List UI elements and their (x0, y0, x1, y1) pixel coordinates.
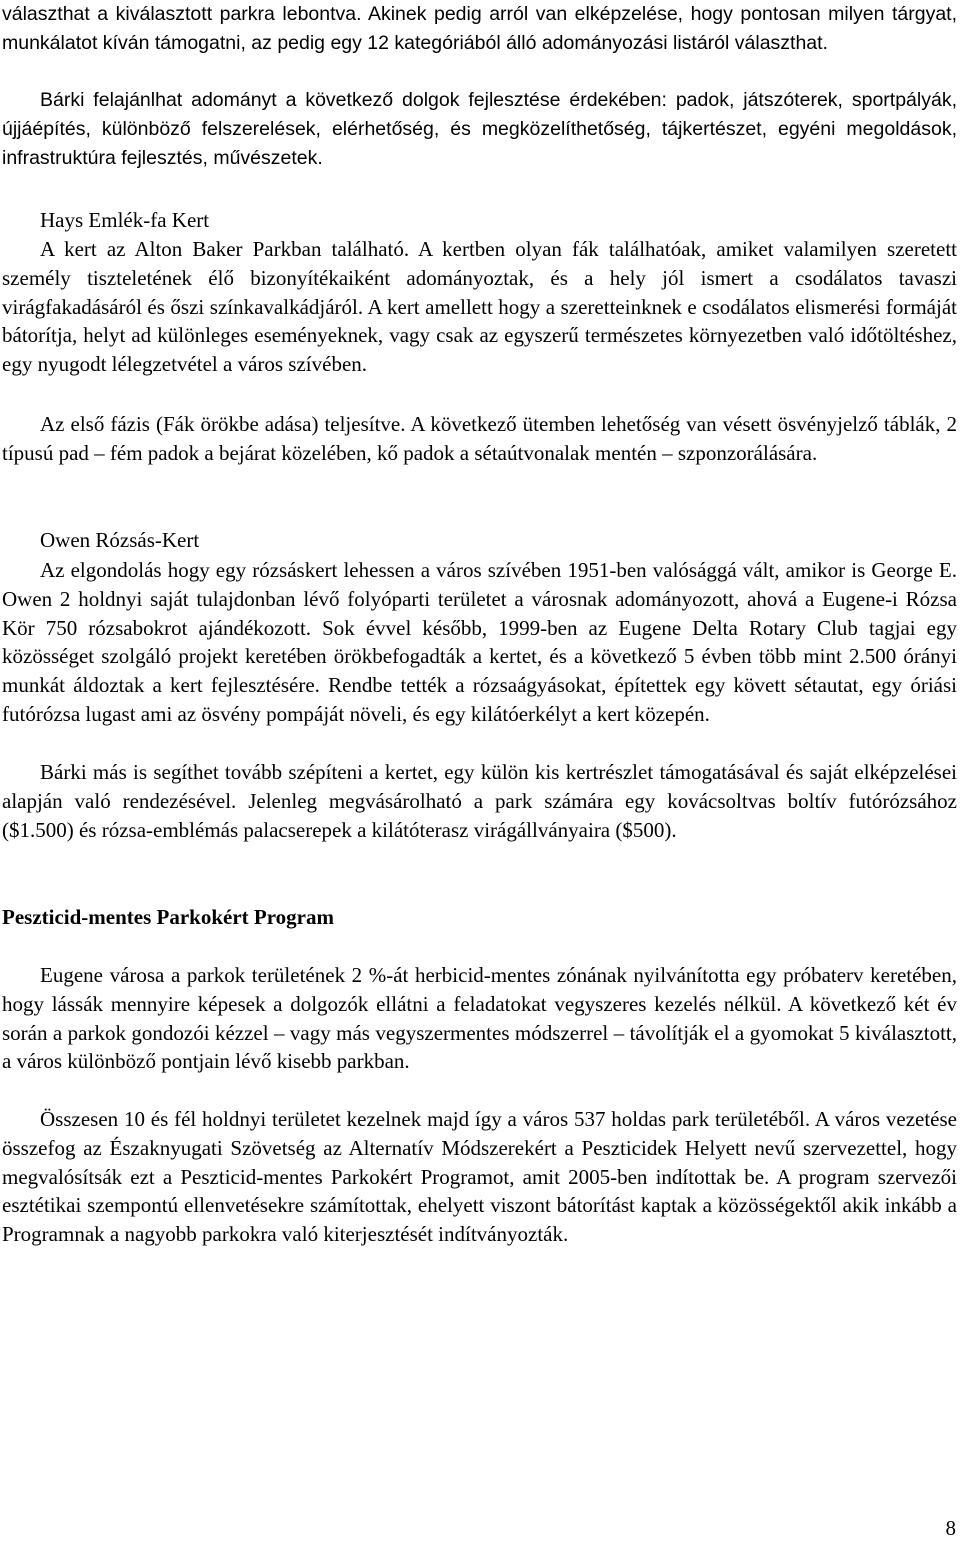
page-number: 8 (945, 1516, 956, 1540)
heading-hays-garden (2, 206, 957, 235)
paragraph-intro: választhat a kiválasztott parkra lebontva. Akinek pedig arról van elképzelése, hogy pontosan milyen tárgyat, munkálatot kíván támogatni, az pedig egy 12 kategóriából álló adományozási listáról választhat. (2, 3, 957, 54)
paragraph-owen-body: Az elgondolás hogy egy rózsáskert lehessen a város szívében 1951-ben valósággá vált, amikor is George E. Owen 2 holdnyi saját tulajdonban lévő folyóparti területet a városnak adományozott, ahová a Eugene-i Rózsa Kör 750 rózsabokrot ajándékozott. Sok évvel később, 1999-ben az Eugene Delta Rotary Club tagjai egy közösséget szolgáló projekt keretében örökbefogadták a kertet, és a következő 5 évben több mint 2.500 órányi munkát áldoztak a kert fejlesztésére. Rendbe tették a rózsaágyásokat, építettek egy követt sétautat, egy óriási futórózsa lugast ami az ösvény pompáját növeli, és egy kilátóerkélyt a kert közepén. (2, 558, 957, 726)
paragraph-hays-body: A kert az Alton Baker Parkban található. A kertben olyan fák találhatóak, amiket valamilyen szeretett személy tiszteletének élő bizonyítékaiként adományoztak, és a hely jól ismert a csodálatos tavaszi virágfakadásáról és őszi színkavalkádjáról. A kert amellett hogy a szeretteinknek e csodálatos elismerési formáját bátorítja, helyt ad különleges eseményeknek, vagy csak az egyszerű természetes környezetben való időtöltéshez, egy nyugodt lélegzetvétel a város szívében. (2, 237, 957, 377)
heading-pesticide-program: Peszticid-mentes Parkokért Program (2, 905, 335, 929)
paragraph-hays-phase: Az első fázis (Fák örökbe adása) teljesítve. A következő ütemben lehetőség van vésett ösvényjelző táblák, 2 típusú pad – fém padok a bejárat közelében, kő padok a sétaútvonalak mentén – szponzorálására. (2, 412, 957, 465)
heading-hays-text: Hays Emlék-fa Kert (40, 208, 210, 232)
heading-owen-garden (2, 526, 957, 555)
paragraph-pesticide-1: Eugene városa a parkok területének 2 %-át herbicid-mentes zónának nyilvánította egy próbaterv keretében, hogy lássák mennyire képesek a dolgozók ellátni a feladatokat vegyszeres kezelés nélkül. A következő két év során a parkok gondozói kézzel – vagy más vegyszermentes módszerrel – távolítják el a gyomokat 5 kiválasztott, a város különböző pontjain lévő kisebb parkban. (2, 963, 957, 1074)
heading-owen-text: Owen Rózsás-Kert (40, 528, 200, 552)
paragraph-donation-areas: Bárki felajánlhat adományt a következő dolgok fejlesztése érdekében: padok, játszóterek, sportpályák, újjáépítés, különböző felszerelések, elérhetőség, és megközelíthetőség, tájkertészet, egyéni megoldások, infrastruktúra fejlesztés, művészetek. (2, 89, 957, 169)
paragraph-pesticide-2: Összesen 10 és fél holdnyi területet kezelnek majd így a város 537 holdas park területéből. A város vezetése összefog az Északnyugati Szövetség az Alternatív Módszerekért a Peszticidek Helyett nevű szervezettel, hogy megvalósítsák ezt a Peszticid-mentes Parkokért Programot, amit 2005-ben indítottak be. A program szervezői esztétikai szempontú ellenvetésekre számítottak, ehelyett viszont bátorítást kaptak a közösségektől akik inkább a Programnak a nagyobb parkokra való kiterjesztését indítványozták. (2, 1107, 957, 1247)
paragraph-owen-support: Bárki más is segíthet tovább szépíteni a kertet, egy külön kis kertrészlet támogatásával és saját elképzelései alapján való rendezésével. Jelenleg megvásárolható a park számára egy kovácsoltvas boltív futórózsához ($1.500) és rózsa-emblémás palacserepek a kilátóterasz virágállványaira ($500). (2, 760, 957, 842)
